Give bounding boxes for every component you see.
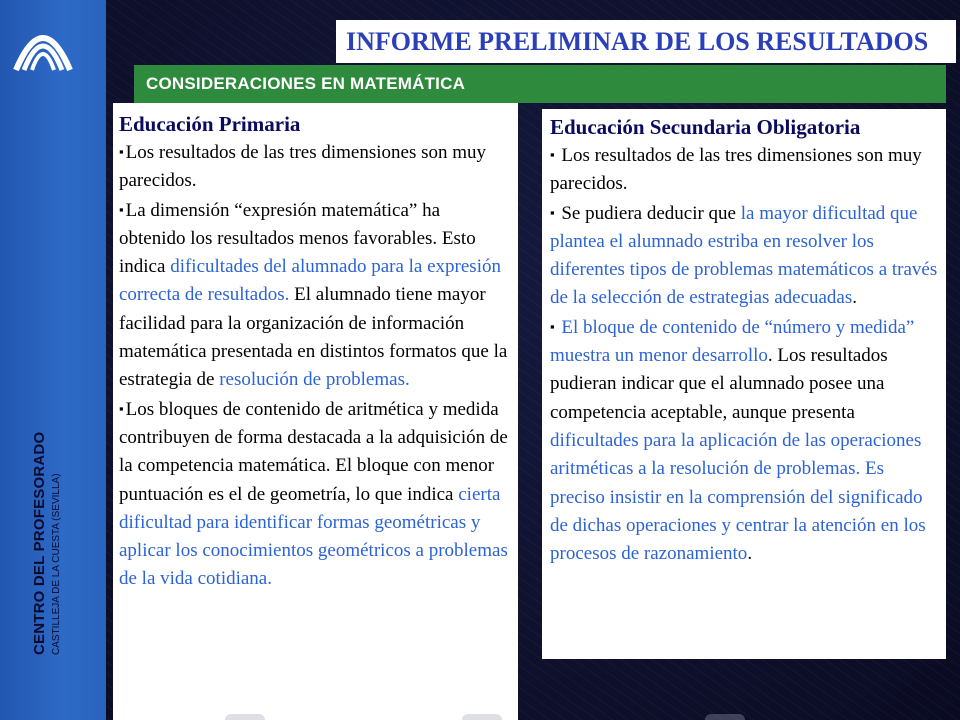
location-label: CASTILLEJA DE LA CUESTA (SEVILLA) [51, 473, 62, 655]
bullet-text: Se pudiera deducir que [561, 202, 741, 224]
decorative-arc [705, 714, 745, 720]
bullet-icon: ▪ [550, 318, 555, 334]
bullet-text: Los resultados de las tres dimensiones son muy parecidos. [550, 145, 922, 195]
secundaria-panel [542, 109, 946, 659]
primaria-bullet-2 [119, 196, 510, 395]
sidebar-vertical-caption [31, 432, 62, 655]
junta-andalucia-arch-logo [10, 12, 76, 72]
bullet-icon: ▪ [119, 201, 124, 217]
secundaria-bullet-1 [550, 141, 940, 199]
highlight-text: El bloque de contenido de “número y medida” muestra un menor desarrollo [550, 316, 915, 367]
bullet-text: . [852, 287, 858, 309]
sidebar [0, 0, 106, 720]
bullet-icon: ▪ [550, 204, 555, 220]
primaria-panel [113, 103, 518, 720]
bullet-text: Los resultados de las tres dimensiones son muy parecidos. [119, 142, 487, 192]
subtitle-bar [134, 65, 946, 103]
highlight-text: cierta dificultad para identificar formas geométricas y aplicar los conocimientos geométricos a problemas de la vida cotidiana. [119, 483, 508, 590]
bullet-icon: ▪ [119, 400, 124, 416]
highlight-text: resolución de problemas. [219, 369, 410, 391]
page-title: INFORME PRELIMINAR DE LOS RESULTADOS [346, 26, 929, 56]
bullet-icon: ▪ [550, 147, 555, 162]
primaria-bullet-1 [119, 138, 510, 196]
secundaria-heading: Educación Secundaria Obligatoria [550, 115, 861, 139]
decorative-arc [225, 714, 265, 720]
centro-profesorado-label: CENTRO DEL PROFESORADO [31, 431, 48, 655]
primaria-bullet-3 [119, 395, 510, 594]
secundaria-bullet-2 [550, 199, 940, 313]
primaria-heading: Educación Primaria [119, 112, 301, 136]
bullet-text: La dimensión “expresión matemática” ha obtenido los resultados menos favorables. Esto indica [119, 199, 476, 278]
secundaria-bullet-3 [550, 313, 940, 569]
decorative-arc [462, 714, 502, 720]
bullet-icon: ▪ [119, 144, 124, 159]
highlight-text: la mayor dificultad que plantea el alumnado estriba en resolver los diferentes tipos de problemas matemáticos a través de la selección de estrategias adecuadas [550, 202, 938, 309]
bullet-text: Los bloques de contenido de aritmética y medida contribuyen de forma destacada a la adquisición de la competencia matemática. El bloque con menor puntuación es el de geometría, lo que indica [119, 398, 508, 505]
highlight-text: dificultades del alumnado para la expresión correcta de resultados. [119, 256, 501, 306]
section-subtitle: CONSIDERACIONES EN MATEMÁTICA [146, 74, 466, 93]
bullet-text: El alumnado tiene mayor facilidad para la organización de información matemática presentada en distintos formatos que la estrategia de [119, 284, 508, 391]
highlight-text: dificultades para la aplicación de las operaciones aritméticas a la resolución de problemas. Es preciso insistir en la comprensión del significado de dichas operaciones y centrar la atención en los procesos de razonamiento [550, 429, 926, 565]
bullet-text: . [747, 543, 753, 565]
bullet-text: . Los resultados pudieran indicar que el alumnado posee una competencia aceptable, aunque presenta [550, 345, 888, 423]
title-bar [336, 20, 956, 63]
